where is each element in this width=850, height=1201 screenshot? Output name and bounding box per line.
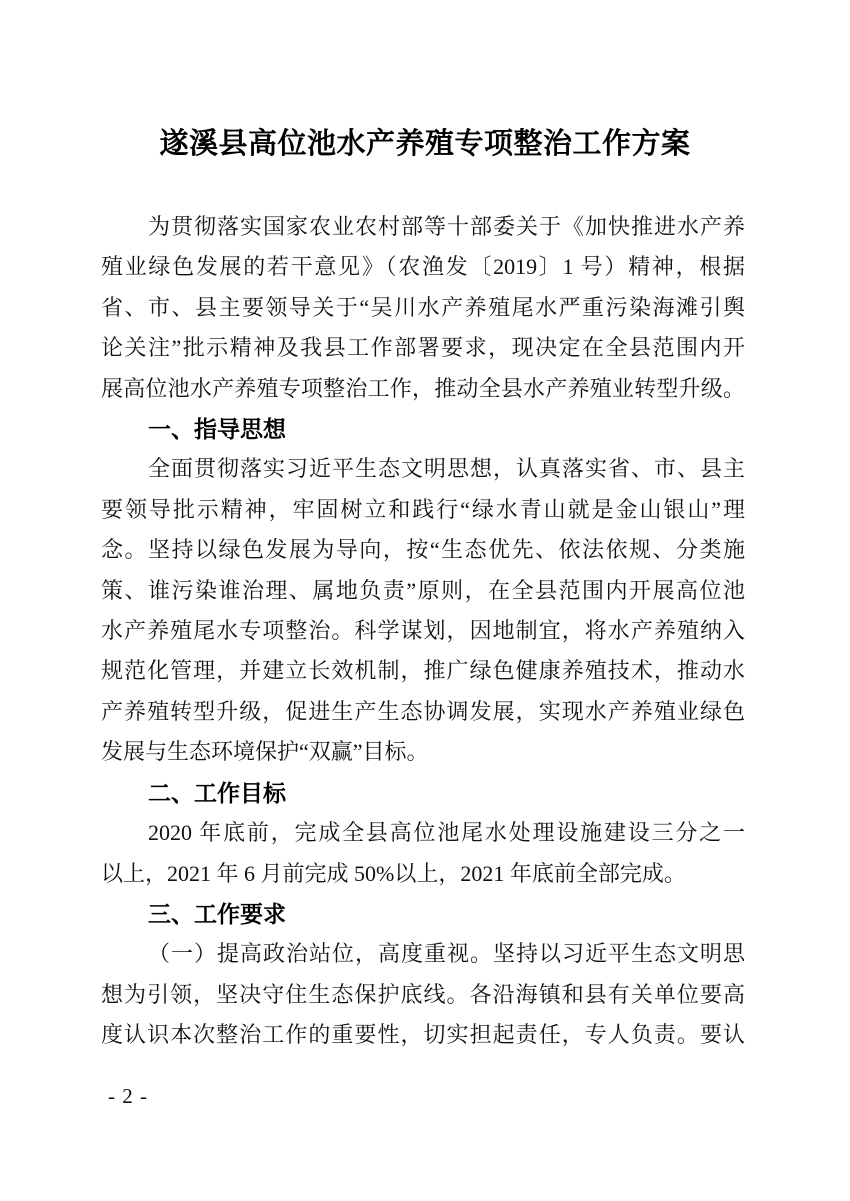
text-line: 论关注”批示精神及我县工作部署要求，现决定在全县范围内开 [101,335,745,361]
text-line: 2020 年底前，完成全县高位池尾水处理设施建设三分之一 [148,820,745,846]
text-line: 殖业绿色发展的若干意见》（农渔发〔2019〕1 号）精神，根据 [101,254,745,280]
document-body [101,207,745,1056]
text-line: 度认识本次整治工作的重要性，切实担起责任，专人负责。要认 [101,1022,745,1048]
page-number: - 2 - [108,1084,148,1108]
text-line: 水产养殖尾水专项整治。科学谋划，因地制宜，将水产养殖纳入 [101,618,745,644]
text-line: 为贯彻落实国家农业农村部等十部委关于《加快推进水产养 [148,214,745,239]
text-line: 想为引领，坚决守住生态保护底线。各沿海镇和县有关单位要高 [101,981,745,1007]
text-line: 省、市、县主要领导关于“吴川水产养殖尾水严重污染海滩引舆 [101,294,745,320]
text-line: 发展与生态环境保护“双赢”目标。 [101,739,429,765]
text-line: 策、谁污染谁治理、属地负责”原则，在全县范围内开展高位池 [101,577,745,603]
text-line: 产养殖转型升级，促进生产生态协调发展，实现水产养殖业绿色 [101,698,745,724]
text-line: 念。坚持以绿色发展为导向，按“生态优先、依法依规、分类施 [101,537,745,563]
text-line: （一）提高政治站位，高度重视。坚持以习近平生态文明思 [148,941,745,967]
section-heading-3: 三、工作要求 [148,900,286,927]
section-heading-2: 二、工作目标 [148,779,286,806]
text-line: 全面贯彻落实习近平生态文明思想，认真落实省、市、县主 [148,456,745,482]
text-line: 以上，2021 年 6 月前完成 50%以上，2021 年底前全部完成。 [101,860,686,886]
text-line: 展高位池水产养殖专项整治工作，推动全县水产养殖业转型升级。 [101,375,745,401]
section-heading-1: 一、指导思想 [148,416,286,443]
document-title: 遂溪县高位池水产养殖专项整治工作方案 [159,128,691,160]
text-line: 要领导批示精神，牢固树立和践行“绿水青山就是金山银山”理 [101,496,745,522]
text-line: 规范化管理，并建立长效机制，推广绿色健康养殖技术，推动水 [101,658,745,684]
